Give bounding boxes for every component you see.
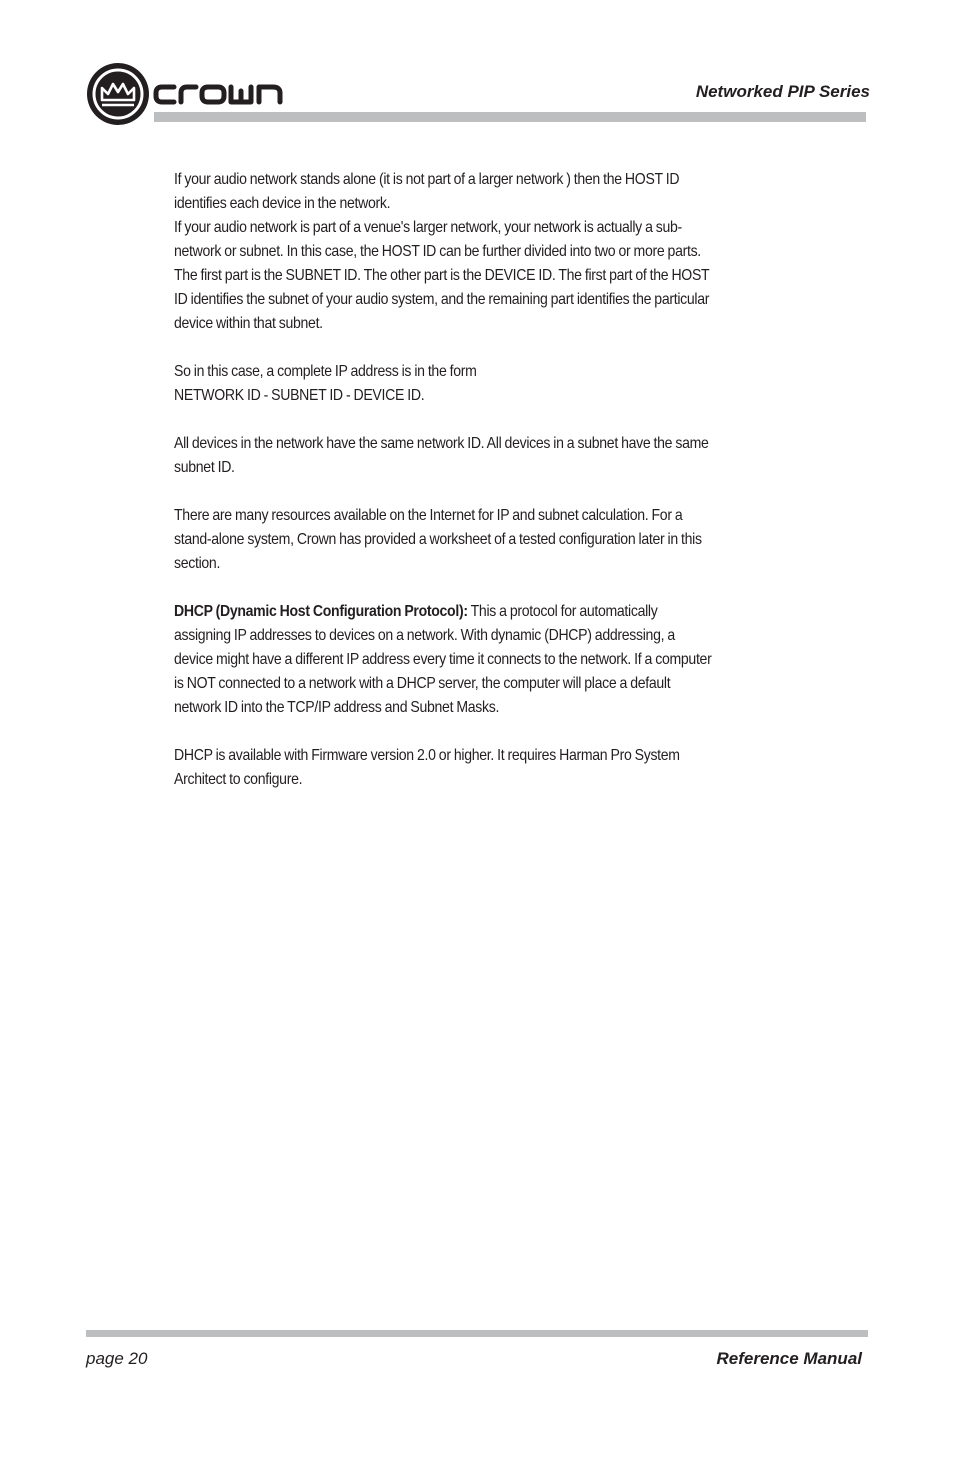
- paragraph-dhcp-definition: [174, 600, 713, 720]
- paragraph-subnet: If your audio network is part of a venue's larger network, your network is actually a sub-network or subnet. In this case, the HOST ID can be further divided into two or more parts. The first part is the SUBNET ID. The other part is the DEVICE ID. The first part of the HOST ID identifies the subnet of your audio system, and the remaining part identifies the particular device within that subnet.: [174, 219, 710, 332]
- paragraph-resources: There are many resources available on the Internet for IP and subnet calculation. For a stand-alone system, Crown has provided a worksheet of a tested configuration later in this section.: [174, 507, 702, 572]
- paragraph-dhcp-availability: DHCP is available with Firmware version 2.0 or higher. It requires Harman Pro System Architect to configure.: [174, 747, 680, 788]
- manual-title: Reference Manual: [716, 1349, 862, 1368]
- page-body: [174, 168, 713, 816]
- footer-rule: [86, 1330, 868, 1337]
- paragraph-standalone-network: If your audio network stands alone (it is not part of a larger network ) then the HOST ID identifies each device in the network.: [174, 171, 680, 212]
- header-series-title: Networked PIP Series: [695, 82, 870, 101]
- header-rule: [154, 112, 866, 122]
- dhcp-definition-text: This a protocol for automatically assigning IP addresses to devices on a network. With dynamic (DHCP) addressing, a device might have a different IP address every time it connects to the network. If a computer is NOT connected to a network with a DHCP server, the computer will place a default network ID into the TCP/IP address and Subnet Masks.: [174, 603, 712, 716]
- dhcp-term: DHCP (Dynamic Host Configuration Protocol):: [174, 603, 468, 620]
- paragraph-ip-form: NETWORK ID - SUBNET ID - DEVICE ID.: [174, 387, 425, 404]
- paragraph-network-id: All devices in the network have the same network ID. All devices in a subnet have the same subnet ID.: [174, 435, 709, 476]
- paragraph-ip-form-intro: So in this case, a complete IP address is in the form: [174, 363, 477, 380]
- page-number: page 20: [86, 1349, 148, 1368]
